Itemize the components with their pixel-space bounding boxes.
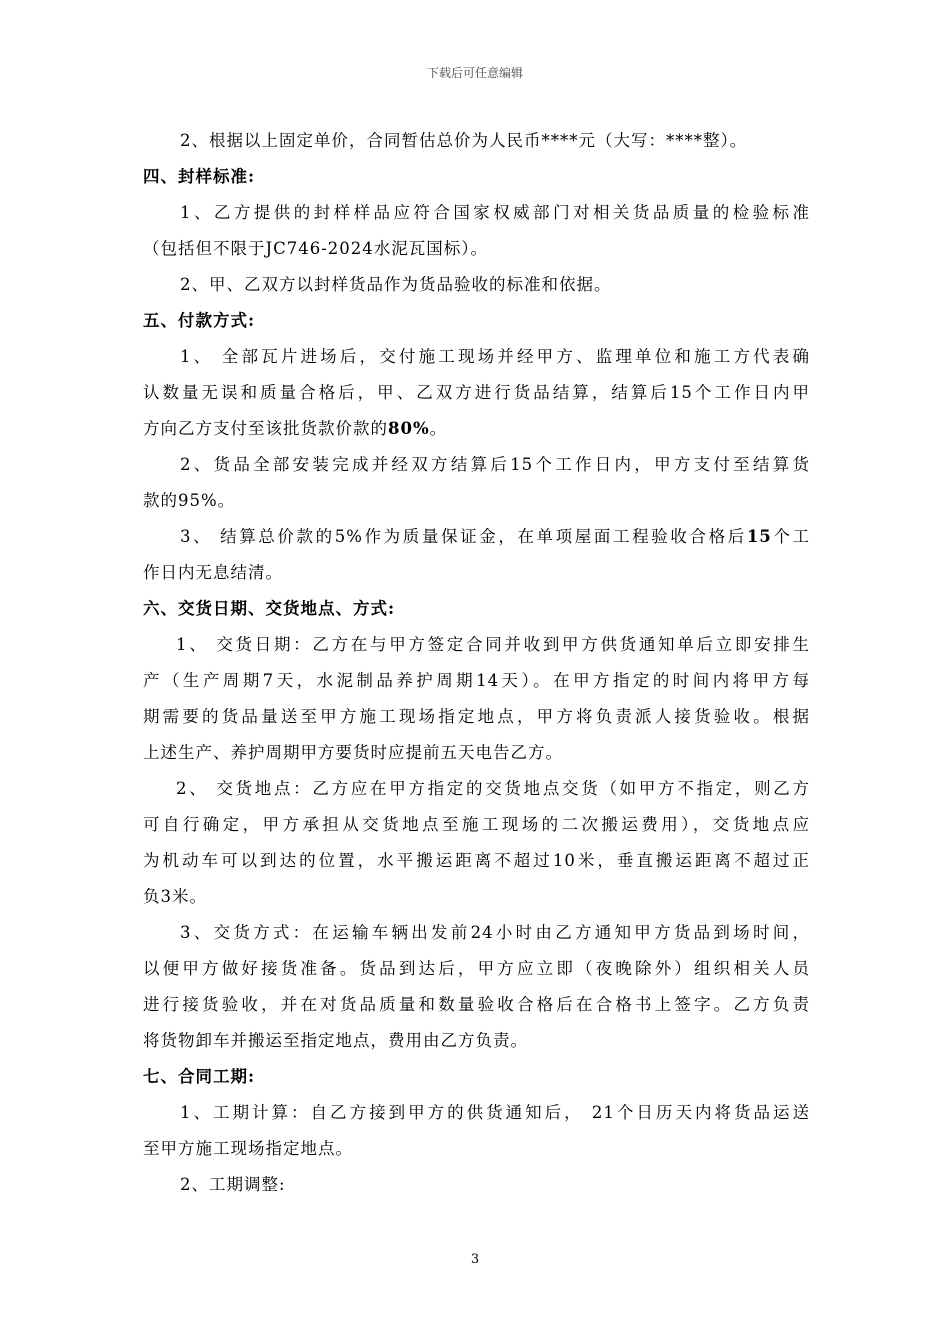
text-run: 个工 xyxy=(771,527,811,546)
paragraph-line: 款的95%。 xyxy=(143,491,236,510)
paragraph-line: 2、货品全部安装完成并经双方结算后15个工作日内，甲方支付至结算货 xyxy=(180,455,810,474)
paragraph-line: 期需要的货品量送至甲方施工现场指定地点，甲方将负责派人接货验收。根据 xyxy=(143,707,810,726)
paragraph-line: 以便甲方做好接货准备。货品到达后，甲方应立即（夜晚除外）组织相关人员 xyxy=(143,959,810,978)
paragraph-total-price: 2、根据以上固定单价，合同暂估总价为人民币****元（大写：****整）。 xyxy=(180,131,748,150)
paragraph-line: 为机动车可以到达的位置，水平搬运距离不超过10米，垂直搬运距离不超过正 xyxy=(143,851,810,870)
text-run: 方向乙方支付至该批货款价款的 xyxy=(143,419,388,438)
paragraph-line: 1、 交货日期：乙方在与甲方签定合同并收到甲方供货通知单后立即安排生 xyxy=(176,635,810,654)
paragraph-line: 可自行确定，甲方承担从交货地点至施工现场的二次搬运费用），交货地点应 xyxy=(143,815,810,834)
paragraph-line: 上述生产、养护周期甲方要货时应提前五天电告乙方。 xyxy=(143,743,563,762)
paragraph-line: 2、 交货地点：乙方应在甲方指定的交货地点交货（如甲方不指定，则乙方 xyxy=(176,779,810,798)
paragraph-line xyxy=(143,519,810,555)
paragraph-line: 至甲方施工现场指定地点。 xyxy=(143,1139,353,1158)
page-header: 下载后可任意编辑 xyxy=(426,66,523,80)
document-body xyxy=(143,123,810,1203)
paragraph-line: 认数量无误和质量合格后，甲、乙双方进行货品结算，结算后15个工作日内甲 xyxy=(143,383,810,402)
section-heading-sample-standard: 四、封样标准: xyxy=(143,167,256,186)
paragraph-line: 1、工期计算：自乙方接到甲方的供货通知后， 21个日历天内将货品运送 xyxy=(180,1103,810,1122)
text-run: 3、 结算总价款的5%作为质量保证金，在单项屋面工程验收合格后 xyxy=(180,527,747,546)
paragraph-line: 1、乙方提供的封样样品应符合国家权威部门对相关货品质量的检验标准 xyxy=(180,203,810,222)
section-heading-contract-period: 七、合同工期: xyxy=(143,1067,256,1086)
paragraph-line: 将货物卸车并搬运至指定地点，费用由乙方负责。 xyxy=(143,1031,528,1050)
paragraph-line: 进行接货验收，并在对货品质量和数量验收合格后在合格书上签字。乙方负责 xyxy=(143,995,810,1014)
text-run-bold: 80% xyxy=(388,419,430,438)
text-run-bold: 15 xyxy=(746,527,772,546)
paragraph-line: 产（生产周期7天，水泥制品养护周期14天）。在甲方指定的时间内将甲方每 xyxy=(143,671,810,690)
paragraph-line: 1、 全部瓦片进场后，交付施工现场并经甲方、监理单位和施工方代表确 xyxy=(180,347,810,366)
section-heading-payment: 五、付款方式: xyxy=(143,311,256,330)
paragraph-line: 负3米。 xyxy=(143,887,207,906)
text-run: 。 xyxy=(429,419,448,438)
section-heading-delivery: 六、交货日期、交货地点、方式: xyxy=(143,599,396,618)
paragraph-line: 3、交货方式：在运输车辆出发前24小时由乙方通知甲方货品到场时间， xyxy=(180,923,810,942)
paragraph-line: 作日内无息结清。 xyxy=(143,563,283,582)
paragraph-line xyxy=(143,411,810,447)
page-number: 3 xyxy=(470,1252,480,1267)
paragraph-line: 2、工期调整: xyxy=(180,1175,286,1194)
paragraph-line: 2、甲、乙双方以封样货品作为货品验收的标准和依据。 xyxy=(180,275,612,294)
paragraph-line: （包括但不限于JC746-2024水泥瓦国标）。 xyxy=(143,239,489,258)
